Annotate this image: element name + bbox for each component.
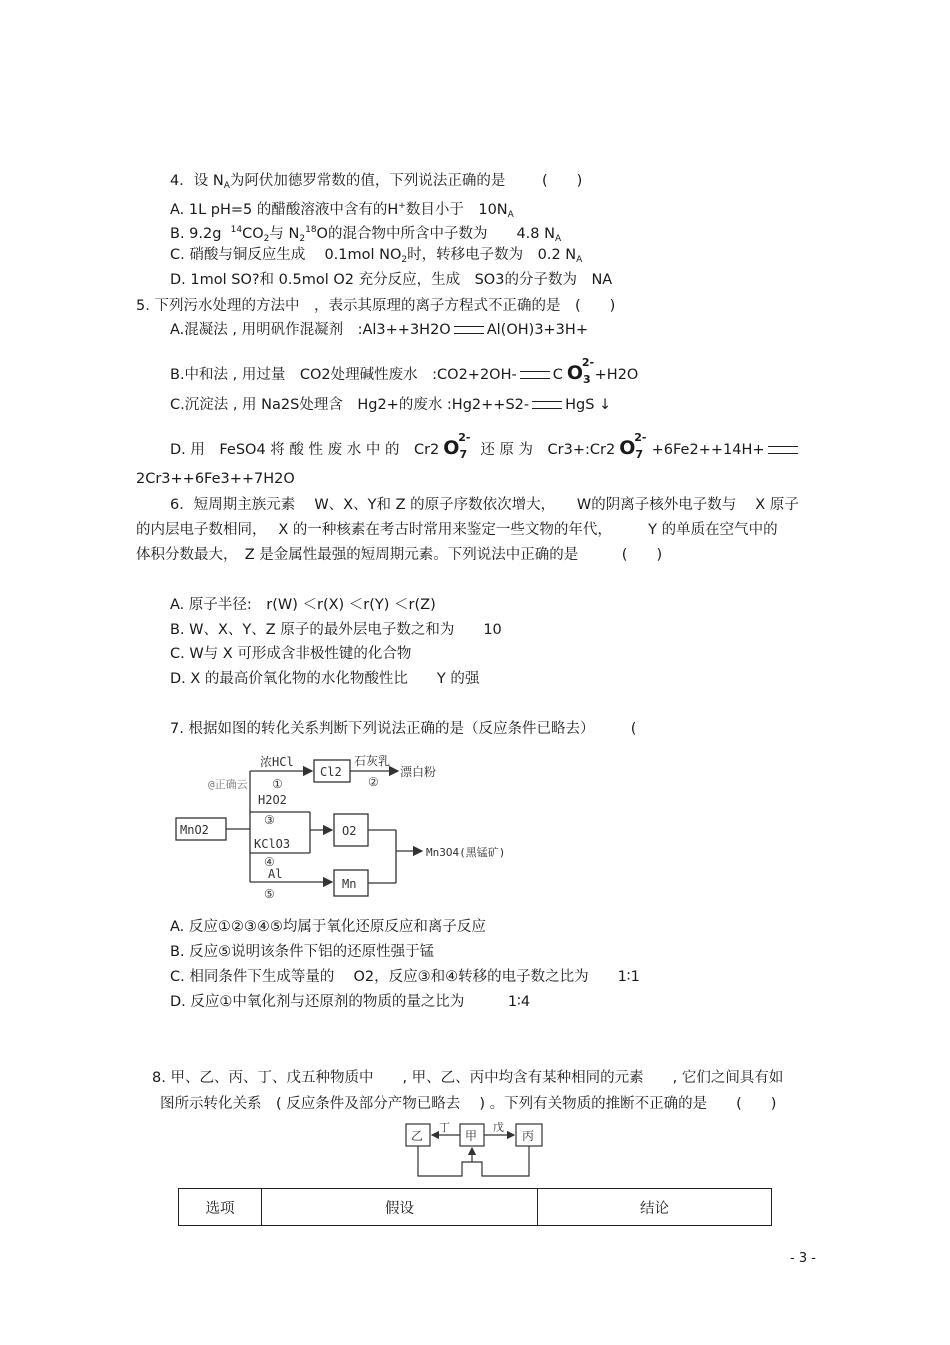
mn3o4-label: Mn3O4(黑锰矿) <box>426 846 506 859</box>
watermark-text: @正确云 <box>208 778 248 791</box>
q6-stem-line1: 6．短周期主族元素 W、X、Y和 Z 的原子序数依次增大， W的阴离子核外电子数与 X 原子 <box>170 497 799 513</box>
circle-5-label: ⑤ <box>264 887 275 901</box>
q5-option-c: C.沉淀法 , 用 Na2S处理含 Hg2+的废水 :Hg2++S2- HgS ↓ <box>170 397 612 413</box>
circle-1-label: ① <box>272 777 283 791</box>
q7-option-a: A. 反应①②③④⑤均属于氧化还原反应和离子反应 <box>170 919 486 935</box>
equals-sign <box>520 371 550 379</box>
equilibrium-sign <box>454 326 484 334</box>
cl2-label: Cl2 <box>320 765 342 779</box>
q5-option-d-cont: 2Cr3++6Fe3++7H2O <box>136 471 295 487</box>
mn-label: Mn <box>342 877 357 891</box>
hcl-label: 浓HCl <box>260 755 294 769</box>
mno2-label: MnO2 <box>180 823 209 837</box>
circle-4-label: ④ <box>264 855 275 869</box>
q4-option-d: D. 1mol SO?和 0.5mol O2 充分反应，生成 SO3的分子数为 NA <box>170 272 613 288</box>
header-option: 选项 <box>179 1189 262 1226</box>
q8-stem-line2: 图所示转化关系 ( 反应条件及部分产物已略去 ) 。下列有关物质的推断不正确的是 ( ) <box>160 1096 777 1112</box>
q6-option-c: C. W与 X 可形成含非极性键的化合物 <box>170 646 412 662</box>
header-conclusion: 结论 <box>538 1189 772 1226</box>
q6-stem-line3: 体积分数最大， Z 是金属性最强的短周期元素。下列说法中正确的是 ( ) <box>136 547 663 563</box>
ion-formula: O 2- $_7$ <box>619 431 647 461</box>
ion-formula: O 2- $_7$ <box>443 431 471 461</box>
q6-option-a: A. 原子半径: r(W) ＜r(X) ＜r(Y) ＜r(Z) <box>170 597 436 613</box>
q5-option-b: B.中和法 , 用过量 CO2处理碱性废水 :CO2+2OH- C O 2- $_3$ +H2O <box>170 356 639 386</box>
h2o2-label: H2O2 <box>258 793 287 807</box>
q6-option-b: B. W、X、Y、Z 原子的最外层电子数之和为 10 <box>170 622 502 638</box>
q4-stem: 4．设 $N_A$为阿伏加德罗常数的值，下列说法正确的是 ( ) <box>170 173 583 191</box>
q8-options-table <box>178 1188 772 1226</box>
circle-2-label: ② <box>368 775 379 789</box>
ding-label: 丁 <box>439 1121 450 1134</box>
q4-option-b: B. 9.2g $^{14}CO_2$与 $N_2^{18}O$的混合物中所含中子数为 4.8 $N_A$ <box>170 225 562 244</box>
q4-option-c: C. 硝酸与铜反应生成 0.1mol $NO_2$时，转移电子数为 0.2 $N_A$ <box>170 247 583 265</box>
wu-label: 戊 <box>493 1121 504 1134</box>
yi-label: 乙 <box>411 1129 424 1143</box>
q8-transformation-diagram <box>400 1118 550 1184</box>
q7-option-c: C. 相同条件下生成等量的 O2，反应③和④转移的电子数之比为 1∶1 <box>170 969 640 985</box>
table-header-row <box>179 1189 772 1226</box>
q7-option-d: D. 反应①中氧化剂与还原剂的物质的量之比为 1∶4 <box>170 994 531 1010</box>
q7-stem: 7. 根据如图的转化关系判断下列说法正确的是（反应条件已略去） ( <box>170 721 637 737</box>
q5-stem: 5. 下列污水处理的方法中 ，表示其原理的离子方程式不正确的是 ( ) <box>136 298 616 314</box>
bing-label: 丙 <box>522 1129 535 1143</box>
o2-label: O2 <box>342 824 357 838</box>
page-number: - 3 - <box>790 1251 816 1266</box>
kclo3-label: KClO3 <box>254 837 291 851</box>
jia-label: 甲 <box>465 1129 478 1143</box>
circle-3-label: ③ <box>264 813 275 827</box>
bleach-label: 漂白粉 <box>400 765 437 779</box>
q4-option-a: A. 1L pH=5 的醋酸溶液中含有的H+数目小于 $10N_A$ <box>170 201 514 220</box>
equals-sign <box>768 446 798 454</box>
ion-formula: O 2- $_3$ <box>566 356 595 386</box>
al-label: Al <box>268 867 283 881</box>
q6-option-d: D. X 的最高价氧化物的水化物酸性比 Y 的强 <box>170 671 480 687</box>
q5-option-a: A.混凝法 , 用明矾作混凝剂 :Al3++3H2O Al(OH)3+3H+ <box>170 322 588 338</box>
q6-stem-line2: 的内层电子数相同， X 的一种核素在考古时常用来鉴定一些文物的年代， Y 的单质在空气中的 <box>136 522 778 538</box>
header-assumption: 假设 <box>262 1189 538 1226</box>
q7-option-b: B. 反应⑤说明该条件下铝的还原性强于锰 <box>170 944 435 960</box>
q7-reaction-diagram <box>170 752 540 904</box>
lime-label: 石灰乳 <box>354 754 391 768</box>
equals-sign <box>532 401 562 409</box>
q8-stem-line1: 8. 甲、乙、丙、丁、戊五种物质中 , 甲、乙、丙中均含有某种相同的元素 , 它们之间具有如 <box>152 1070 784 1086</box>
q5-option-d: D. 用 FeSO4 将 酸 性 废 水 中 的 Cr2 O 2- $_7$ 还 原 为 Cr3+:Cr2 O 2- $_7$ +6Fe2++14H+ <box>170 439 801 460</box>
